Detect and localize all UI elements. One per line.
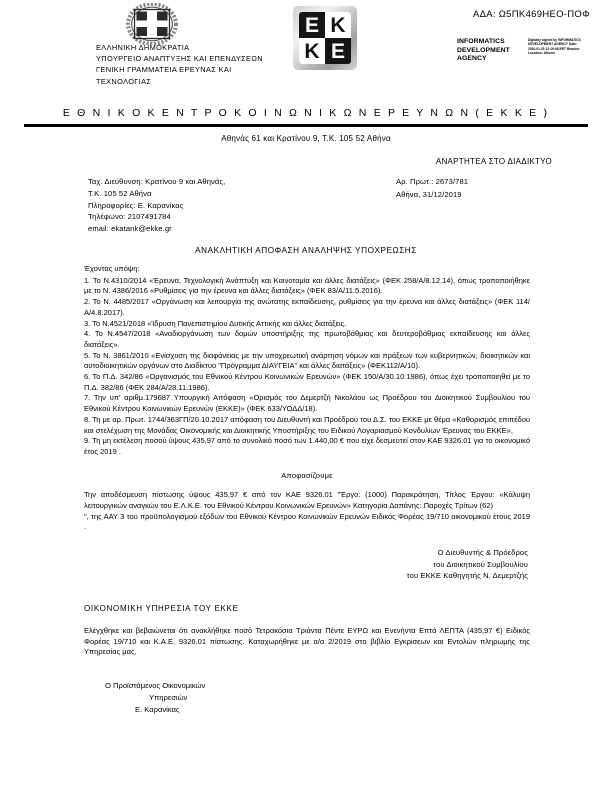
legal-basis-item: 6. Το Π.Δ. 342/86 «Οργανισμός του Εθνικού Κέντρου Κοινωνικών Ερευνών» (ΦΕΚ 150/Α/30.10.1986), όπως έχει τροποποιηθεί με το Π.Δ. 382/86 (ΦΕΚ 284/Α/28.11.1986).: [84, 372, 530, 392]
director-board: του Διοικητικού Συμβουλίου: [433, 559, 528, 569]
decision-body: [84, 490, 530, 533]
meta-block: [0, 176, 612, 232]
document-header: [0, 0, 612, 100]
document-date: Αθήνα, 31/12/2019: [396, 189, 462, 199]
document-body: [84, 264, 530, 533]
ekke-letter-1: Ε: [304, 13, 319, 37]
legal-basis-item: 3. Το Ν.4521/2018 «Ίδρυση Πανεπιστημίου Δυτικής Αττικής και άλλες διατάξεις.: [84, 318, 347, 328]
ekke-letter-2: Κ: [325, 12, 351, 38]
greek-coat-of-arms-icon: [126, 3, 178, 45]
organization-title: Ε Θ Ν Ι Κ Ο Κ Ε Ν Τ Ρ Ο Κ Ο Ι Ν Ω Ν Ι Κ Ω Ν Ε Ρ Ε Υ Ν Ω Ν ( Ε Κ Κ Ε ): [62, 107, 550, 119]
ekke-letter-3: Κ: [299, 38, 325, 64]
postal-address: Ταχ. Διεύθυνση: Κρατίνου 9 και Αθηνάς,: [88, 177, 226, 186]
ekke-logo-letters: [299, 12, 351, 64]
postal-code: Τ.Κ. 105 52 Αθήνα: [88, 188, 152, 198]
protocol-block: [396, 176, 468, 201]
organization-address: Αθηνάς 61 και Κρατίνου 9, Τ.Κ. 105 52 Αθήνα: [221, 134, 391, 143]
financial-officer-department: Υπηρεσιών: [149, 692, 188, 702]
contact-block: [88, 176, 225, 235]
financial-officer-signature-block: [105, 680, 612, 715]
financial-service-heading: ΟΙΚΟΝΟΜΙΚΗ ΥΠΗΡΕΣΙΑ ΤΟΥ ΕΚΚΕ: [84, 603, 239, 613]
ekke-logo-inner: [299, 12, 351, 64]
ministry-line-3: ΓΕΝΙΚΗ ΓΡΑΜΜΑΤΕΙΑ ΕΡΕΥΝΑΣ ΚΑΙ: [96, 65, 232, 75]
financial-service-text: Ελέγχθηκε και βεβαιώνεται ότι ανακλήθηκε ποσό Τετρακόσια Τριάντα Πέντε ΕΥΡΩ και Ενενήντα Επτά ΛΕΠΤΑ (435,97 €) Ειδικός Φορέας 19/710 και Κ.Α.Ε. 9326.01 πίστωσης. Καταχωρήθηκε με α/α 2/2019 στο βιβλίο Εγκρίσεων και Εντολών πληρωμής της Υπηρεσίας μας.: [84, 625, 530, 657]
legal-basis-item: 8. Τη με αρ. Πρωτ. 1744/363ΓΠ/20.10.2017 απόφαση του Διευθυντή και Προέδρου του Δ.Σ. του ΕΚΚΕ με θέμα «Καθορισμός επιπέδου και στελέχωση της Μονάδας Οικονομικής και Διοικητικής Υποστήριξης του Ειδικού Λογαριασμού Κονδυλίων Έρευνας του ΕΚΚΕ»,: [84, 414, 530, 435]
contact-person: Πληροφορίες: Ε. Καρανίκας: [88, 200, 184, 210]
ada-code: ΑΔΑ: Ω5ΠΚ469ΗΕΟ-ΠΟΦ: [472, 9, 590, 20]
decision-paragraph: Την αποδέσμευση πίστωσης ύψους 435,97 € από τον ΚΑΕ 9326.01 "Έργο: (1000) Παρακράτηση, Τίτλος Έργου: «Κάλυψη λειτουργικών αναγκών του Ε.Λ.Κ.Ε. του Εθνικού Κέντρου Κοινωνικών Ερευνών» Κατηγορία Δαπάνης: Παροχές Τρίτων (62): [84, 490, 530, 511]
ministry-line-2: ΥΠΟΥΡΓΕΙΟ ΑΝΑΠΤΥΞΗΣ ΚΑΙ ΕΠΕΝΔΥΣΕΩΝ: [96, 54, 263, 64]
header-divider: [24, 124, 588, 127]
preamble-text: Έχοντας υπόψη:: [84, 264, 140, 273]
legal-basis-item: 4. Το Ν.4547/2018 «Αναδιοργάνωση των δομών υποστήριξης της πρωτοβάθμιας και δευτεροβάθμιας εκπαίδευσης και άλλες διατάξεις».: [84, 329, 530, 349]
legal-basis-item: 2. Το Ν. 4485/2017 «Οργάνωση και λειτουργία της ανώτατης εκπαίδευσης, ρυθμίσεις για την έρευνα και άλλες διατάξεις» (ΦΕΚ 114/Α/4.8.2017).: [84, 297, 530, 317]
contact-email: email: ekatank@ekke.gr: [88, 224, 172, 234]
stamp-agency-name: INFORMATICS DEVELOPMENT AGENCY: [457, 38, 510, 63]
director-signature-block: [0, 547, 528, 582]
ministry-block: [96, 42, 263, 87]
decision-heading: Αποφασίζουμε: [281, 470, 333, 480]
protocol-number: Αρ. Πρωτ.: 2673/781: [396, 177, 469, 186]
digital-signature-stamp: [457, 38, 593, 64]
financial-officer-title: Ο Προϊστάμενος Οικονομικών: [105, 681, 206, 691]
legal-basis-item: 5. Το Ν. 3861/2010 «Ενίσχυση της διαφάνειας με την υποχρεωτική ανάρτηση νόμων και πράξεων των κυβερνητικών, διοικητικών και αυτοδιοικητικών οργάνων στο Διαδίκτυο "Πρόγραμμα ΔΙΑΥΓΕΙΑ" και άλλες διατάξεις» (ΦΕΚ112/Α/10).: [84, 350, 530, 371]
document-title: ΑΝΑΚΛΗΤΙΚΗ ΑΠΟΦΑΣΗ ΑΝΑΛΗΨΗΣ ΥΠΟΧΡΕΩΣΗΣ: [195, 246, 417, 255]
contact-phone: Τηλέφωνο: 2107491784: [88, 212, 171, 222]
director-title: Ο Διευθυντής & Πρόεδρος: [437, 548, 528, 558]
financial-officer-name: Ε. Καρανίκας: [135, 704, 180, 714]
legal-basis-item: 1. Το Ν.4310/2014 «Έρευνα, Τεχνολογική Ανάπτυξη και Καινοτομία και άλλες διατάξεις» (ΦΕΚ 258/Α/8.12.14), όπως τροποποιήθηκε με το Ν. 4386/2016 «Ρυθμίσεις για την έρευνα και άλλες διατάξεις» (ΦΕΚ 83/Α/11.5.2016).: [84, 275, 530, 296]
legal-basis-item: 7. Την υπ' αριθμ.179687 Υπουργική Απόφαση «Ορισμός του Δεμερτζή Νικολάου ως Προέδρου του Διοικητικού Συμβουλίου του Εθνικού Κέντρου Κοινωνικών Ερευνών (ΕΚΚΕ)» (ΦΕΚ 633/ΥΟΔΔ/18).: [84, 393, 530, 414]
stamp-signature-detail: Digitally signed by INFORMATICS DEVELOPMENT AGENCY Date: 2020.01.20 12:19:08 EET Reason: Location: Athens: [528, 38, 581, 55]
director-name: του ΕΚΚΕ Καθηγητής Ν. Δεμερτζής: [406, 571, 528, 581]
legal-basis-item: 9. Τη μη εκτέλεση ποσού ύψους 435,97 από το συνολικό ποσό των 1.440,00 € που είχε δεσμευτεί στον ΚΑΕ 9326.01 για το οικονομικό έτος 2019 .: [84, 436, 530, 456]
ministry-line-4: ΤΕΧΝΟΛΟΓΙΑΣ: [96, 76, 152, 86]
decision-paragraph: ", της ΑΑΥ 3 του προϋπολογισμού εξόδων του Εθνικού Κέντρου Κοινωνικών Ερευνών Ειδικός Φορέας 19/710 οικονομικού έτους 2019 .: [84, 511, 530, 532]
ekke-logo-icon: [293, 6, 357, 70]
ministry-line-1: ΕΛΛΗΝΙΚΗ ΔΗΜΟΚΡΑΤΙΑ: [96, 43, 190, 52]
ekke-letter-4: Ε: [330, 39, 345, 63]
publication-notice: ΑΝΑΡΤΗΤΕΑ ΣΤΟ ΔΙΑΔΙΚΤΥΟ: [435, 157, 552, 166]
